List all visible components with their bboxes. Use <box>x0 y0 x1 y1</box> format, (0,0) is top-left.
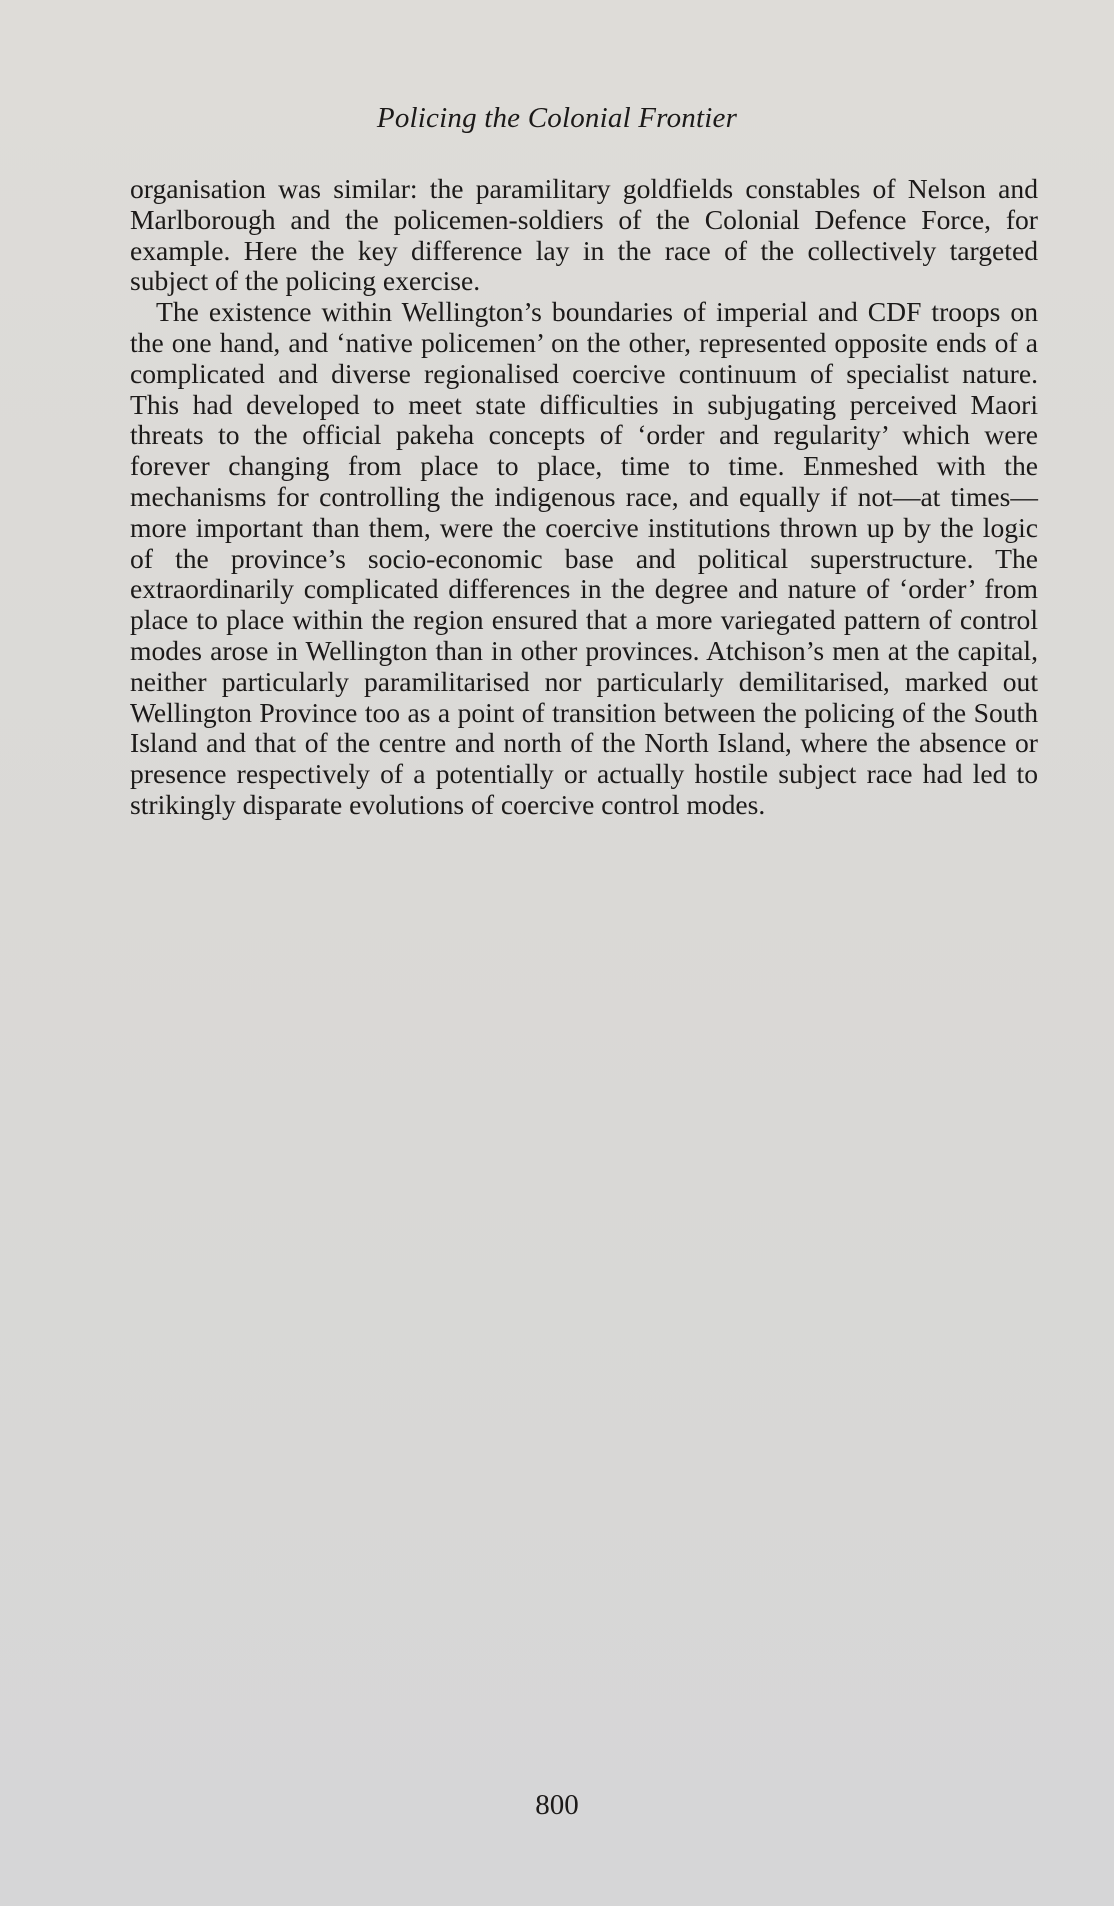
paragraph-continuation: organisation was similar: the paramilitary goldfields constables of Nelson and Marlborough and the policemen-soldiers of the Colonial Defence Force, for example. Here the key difference lay in the race of the collectively targeted subject of the policing exercise. <box>130 173 1038 297</box>
page-number: 800 <box>535 1789 579 1821</box>
paragraph-wellington-coercive-continuum: The existence within Wellington’s boundaries of imperial and CDF troops on the one hand, and ‘native policemen’ on the other, represented opposite ends of a complicated and diverse regionalised coercive continuum of specialist nature. This had developed to meet state difficulties in subjugating perceived Maori threats to the official pakeha concepts of ‘order and regularity’ which were forever changing from place to place, time to time. Enmeshed with the mechanisms for controlling the indigenous race, and equally if not—at times—more important than them, were the coercive institutions thrown up by the logic of the province’s socio-economic base and political superstructure. The extraordinarily complicated differences in the degree and nature of ‘order’ from place to place within the region ensured that a more variegated pattern of control modes arose in Wellington than in other provinces. Atchison’s men at the capital, neither particularly paramilitarised nor particularly demilitarised, marked out Wellington Province too as a point of transition between the policing of the South Island and that of the centre and north of the North Island, where the absence or presence respectively of a potentially or actually hostile subject race had led to strikingly disparate evolutions of coercive control modes. <box>130 296 1038 820</box>
body-text <box>130 174 1038 821</box>
running-head: Policing the Colonial Frontier <box>376 102 738 134</box>
